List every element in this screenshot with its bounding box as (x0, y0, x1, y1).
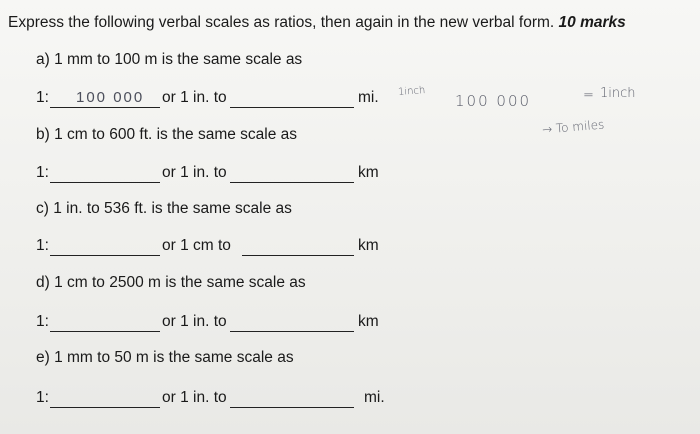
verbal-blank-b[interactable] (230, 164, 354, 183)
ratio-blank-c[interactable] (50, 237, 160, 256)
ratio-prefix: 1: (36, 313, 49, 330)
ratio-prefix: 1: (36, 389, 49, 406)
handwritten-rhs: 1inch (600, 86, 636, 101)
ratio-blank-e[interactable] (50, 389, 160, 408)
unit-label: mi. (364, 389, 385, 406)
verbal-blank-c[interactable] (242, 237, 354, 256)
question-e: e) 1 mm to 50 m is the same scale as (36, 349, 294, 366)
ratio-blank-d[interactable] (50, 313, 160, 332)
ratio-prefix: 1: (36, 89, 49, 106)
ratio-prefix: 1: (36, 237, 49, 254)
answer-row-a (36, 89, 456, 111)
verbal-blank-d[interactable] (230, 313, 354, 332)
middle-text: or 1 in. to (162, 89, 227, 106)
middle-text: or 1 in. to (162, 389, 227, 406)
instructions (8, 14, 626, 32)
handwritten-inch-note: 1inch (397, 85, 426, 98)
ratio-prefix: 1: (36, 164, 49, 181)
answer-row-c (36, 237, 456, 259)
verbal-blank-e[interactable] (230, 389, 354, 408)
question-d: d) 1 cm to 2500 m is the same scale as (36, 274, 306, 291)
verbal-blank-a[interactable] (230, 89, 354, 108)
answer-row-e (36, 389, 456, 411)
middle-text: or 1 in. to (162, 313, 227, 330)
unit-label: km (358, 313, 379, 330)
middle-text: or 1 in. to (162, 164, 227, 181)
ratio-blank-b[interactable] (50, 164, 160, 183)
answer-row-b (36, 164, 456, 186)
question-a: a) 1 mm to 100 m is the same scale as (36, 51, 303, 68)
instructions-text: Express the following verbal scales as ratios, then again in the new verbal form. (8, 14, 555, 31)
question-b: b) 1 cm to 600 ft. is the same scale as (36, 126, 298, 143)
answer-row-d (36, 313, 456, 335)
marks-label: 10 marks (558, 14, 626, 31)
ratio-blank-a[interactable] (50, 89, 160, 108)
handwritten-arrow-note: → To miles (541, 117, 605, 137)
handwritten-ratio-answer: 100 000 (76, 89, 145, 106)
unit-label: km (358, 237, 379, 254)
handwritten-equals: = (583, 88, 594, 103)
question-c: c) 1 in. to 536 ft. is the same scale as (36, 200, 292, 217)
middle-text: or 1 cm to (162, 237, 231, 254)
handwritten-ratio: 100 000 (455, 92, 532, 110)
unit-label: mi. (358, 89, 379, 106)
unit-label: km (358, 164, 379, 181)
